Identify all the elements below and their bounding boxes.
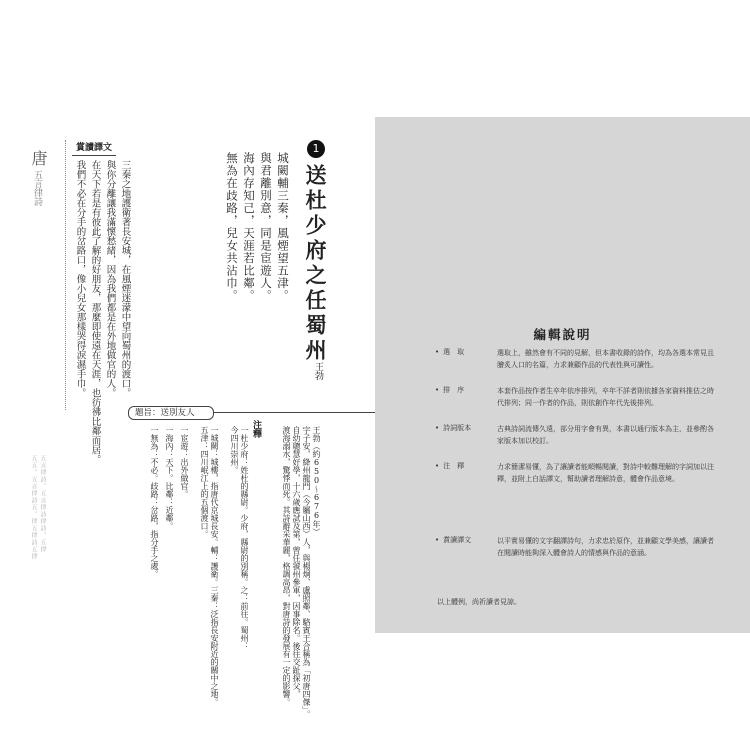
- right-page: [375, 117, 750, 633]
- translation-line: 三秦之地護衛著長安城，在風煙迷濛中望向蜀州的渡口。: [119, 160, 131, 398]
- note-line: 一城闕：城樓，指唐代京城長安。輔：護衛。三秦：泛指長安附近的關中之地。: [210, 426, 219, 706]
- editorial-term: 詩詞版本: [443, 424, 472, 432]
- note-line: 字子安，絳州龍門（今屬山西）人，與楊炯、盧照鄰、駱賓王合稱為「初唐四傑」。: [302, 426, 311, 718]
- bullet-icon: •: [435, 424, 440, 432]
- poem-author: 王勃: [313, 362, 323, 380]
- translation-line: 在天下若是有彼此了解的好朋友，那麼即使遠在天涯，也彷彿比鄰而居。: [89, 160, 101, 464]
- note-line: 王勃（約650～676年）: [312, 426, 321, 536]
- poem-number-badge: 1: [307, 140, 325, 158]
- side-subtitle: 五言律詩: [32, 170, 42, 206]
- editorial-term: 選 取: [443, 348, 465, 356]
- bullet-icon: •: [435, 462, 440, 470]
- editorial-desc: 古典詩詞流傳久遠，部分用字會有異，本書以通行版本為主，並參酌各家版本加以校訂。: [497, 425, 714, 445]
- editorial-title: 編輯說明: [533, 327, 592, 342]
- notes-label: 注釋: [251, 420, 261, 438]
- side-footer-2: 五言律詩。五言律詩律詩。五律: [39, 455, 46, 553]
- note-line: 自幼聰慧好學，十六歲應試及第，曾任虢州參軍，因事除名。後往交趾探父，: [292, 426, 301, 698]
- poem-title: 送杜少府之任蜀州: [303, 164, 328, 364]
- editorial-term: 注 釋: [443, 462, 465, 470]
- translation-divider: [65, 140, 67, 410]
- side-footer-1: 五五。五言律詩五。律五律詩五律: [30, 455, 37, 560]
- note-line: 渡海溺水，驚悸而死。其詩辭采華麗，格調高昂，對唐詩的發展有一定的影響。: [282, 426, 291, 706]
- editorial-desc: 力求簡潔易懂，為了讓讀者能順暢閱讀，對詩中較難理解的字詞加以注釋，並附上白話譯文，幫助讀者理解詩意，體會作品意境。: [497, 463, 714, 483]
- poem-line: 海內存知己，天涯若比鄰。: [242, 152, 256, 302]
- editorial-term: 排 序: [443, 386, 465, 394]
- side-logo: 唐: [29, 150, 48, 166]
- editorial-desc: 本套作品按作者生卒年依序排列，卒年不詳者則依據各家資料推估之時代排列；同一作者的作品，則依創作年代先後排列。: [497, 387, 714, 407]
- poem-line: 城闕輔三秦，風煙望五津。: [276, 152, 290, 302]
- translation-title: 賞讀譯文: [72, 140, 116, 156]
- note-line: 一杜少府：姓杜的縣尉。少府，縣尉的別稱。之：前往。蜀州：: [240, 426, 249, 650]
- bullet-icon: •: [435, 536, 440, 544]
- bullet-icon: •: [435, 386, 440, 394]
- editorial-term: 賞讀譯文: [443, 536, 472, 544]
- translation-line: 我們不必在分手的岔路口，像小兒女那樣哭得淚濕手巾。: [74, 160, 86, 398]
- editorial-desc: 選取上，雖然會有不同的見解，但本書收錄的詩作，均為各選本常見且膾炙人口的名篇，力求兼顧作品的代表性與可讀性。: [497, 349, 714, 369]
- note-line: 今四川崇州。: [230, 426, 239, 474]
- editorial-desc: 以平實易懂的文字翻譯詩句，力求忠於原作，並兼顧文學美感，讓讀者在閱讀時能夠深入體會詩人的情感與作品的意涵。: [497, 537, 714, 557]
- poem-line: 無為在歧路，兒女共沾巾。: [225, 152, 239, 302]
- bullet-icon: •: [435, 348, 440, 356]
- note-line: 一無為：不必。歧路：岔路，指分手之處。: [150, 426, 159, 578]
- editorial-footer: 以上體例，尚祈讀者見諒。: [437, 598, 521, 606]
- note-line: 一宦遊：出外做官。: [180, 426, 189, 498]
- translation-line: 與你分離讓我滿懷愁緒，因為我們都是在外地做官的人。: [104, 160, 116, 398]
- poem-line: 與君離別意，同是宦遊人。: [259, 152, 273, 302]
- note-line: 一海內：天下。比鄰：近鄰。: [165, 426, 174, 530]
- note-line: 五津：四川岷江上的五個渡口。: [200, 426, 209, 538]
- theme-label: 題旨：送別友人: [128, 406, 214, 420]
